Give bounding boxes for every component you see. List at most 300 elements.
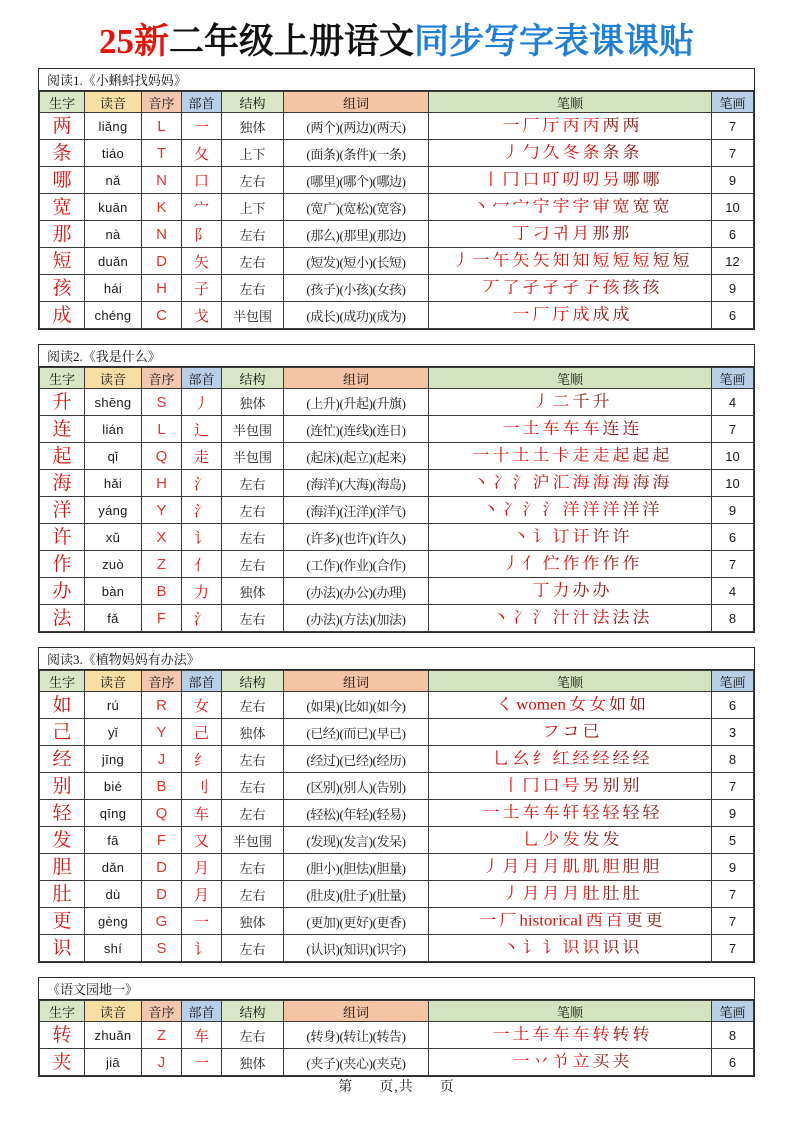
initial-letter-cell: D	[142, 854, 182, 881]
stroke-step: 卡	[552, 446, 570, 465]
stroke-step: 孒	[582, 278, 600, 297]
stroke-step: 轻	[582, 803, 600, 822]
table-header-row	[40, 368, 754, 389]
initial-letter-cell: B	[142, 578, 182, 605]
initial-letter-cell: S	[142, 389, 182, 416]
stroke-step: 发	[602, 830, 620, 849]
stroke-step: 孩	[642, 278, 660, 297]
stroke-step: 了	[502, 278, 520, 297]
stroke-step: 一	[512, 1052, 530, 1071]
column-header-structure: 结构	[222, 671, 284, 692]
stroke-step: 识	[582, 938, 600, 957]
stroke-step: 一	[492, 1025, 510, 1044]
pinyin-cell: fǎ	[85, 605, 142, 632]
stroke-step: 作	[602, 554, 620, 573]
words-cell: (上升)(升起)(升旗)	[284, 389, 429, 416]
stroke-step: 幺	[512, 749, 530, 768]
lesson-section	[38, 344, 755, 633]
character-cell: 识	[40, 935, 85, 962]
stroke-step: 哪	[622, 170, 640, 189]
stroke-step: 口	[542, 776, 560, 795]
stroke-step: 久	[542, 143, 560, 162]
words-cell: (工作)(作业)(合作)	[284, 551, 429, 578]
pinyin-cell: lián	[85, 416, 142, 443]
stroke-step: 丨	[502, 776, 520, 795]
words-cell: (那么)(那里)(那边)	[284, 221, 429, 248]
stroke-step: 月	[522, 857, 540, 876]
stroke-step: 许	[612, 527, 630, 546]
words-cell: (短发)(短小)(长短)	[284, 248, 429, 275]
pinyin-cell: xǔ	[85, 524, 142, 551]
initial-letter-cell: F	[142, 605, 182, 632]
title-part-red: 25新	[98, 22, 169, 61]
stroke-step: 冬	[562, 143, 580, 162]
stroke-step: 肚	[602, 884, 620, 903]
character-table	[39, 91, 754, 329]
initial-letter-cell: Y	[142, 719, 182, 746]
initial-letter-cell: B	[142, 773, 182, 800]
stroke-step: コ	[562, 722, 580, 741]
stroke-count-cell: 7	[712, 140, 754, 167]
character-cell: 哪	[40, 167, 85, 194]
structure-cell: 半包围	[222, 416, 284, 443]
pinyin-cell: kuān	[85, 194, 142, 221]
stroke-step: 连	[622, 419, 640, 438]
structure-cell: 独体	[222, 1049, 284, 1076]
pinyin-cell: bàn	[85, 578, 142, 605]
stroke-step: 丶	[492, 608, 510, 627]
stroke-step: 成	[612, 305, 630, 324]
stroke-step: 轩	[562, 803, 580, 822]
stroke-step: 厅	[542, 116, 560, 135]
stroke-step: 那	[592, 224, 610, 243]
stroke-order-cell	[429, 416, 712, 443]
stroke-order-cell	[429, 497, 712, 524]
character-cell: 那	[40, 221, 85, 248]
stroke-step: 丁	[532, 581, 550, 600]
stroke-step: 经	[572, 749, 590, 768]
column-header-stroke_count: 笔画	[712, 671, 754, 692]
table-row	[40, 800, 754, 827]
table-row	[40, 578, 754, 605]
column-header-pinyin: 读音	[85, 1001, 142, 1022]
stroke-step: 识	[562, 938, 580, 957]
character-cell: 洋	[40, 497, 85, 524]
stroke-step: 女	[569, 695, 587, 714]
stroke-step: 一	[512, 305, 530, 324]
stroke-step: 西	[585, 911, 603, 930]
section-title: 阅读1.《小蝌蚪找妈妈》	[39, 69, 754, 91]
radical-cell: 一	[182, 908, 222, 935]
stroke-step: 肚	[582, 884, 600, 903]
column-header-words: 组词	[284, 671, 429, 692]
words-cell: (成长)(成功)(成为)	[284, 302, 429, 329]
stroke-step: 厂	[522, 116, 540, 135]
stroke-step: 许	[592, 527, 610, 546]
stroke-step: 别	[602, 776, 620, 795]
table-row	[40, 140, 754, 167]
stroke-step: 伫	[542, 554, 560, 573]
stroke-step: 丶	[512, 527, 530, 546]
stroke-step: 丷	[532, 1052, 550, 1071]
stroke-step: 海	[632, 473, 650, 492]
structure-cell: 左右	[222, 1022, 284, 1049]
initial-letter-cell: J	[142, 746, 182, 773]
table-header-row	[40, 671, 754, 692]
stroke-step: 车	[522, 803, 540, 822]
stroke-step: 一	[472, 446, 490, 465]
pinyin-cell: tiáo	[85, 140, 142, 167]
column-header-strokes: 笔顺	[429, 1001, 712, 1022]
stroke-step: 转	[632, 1025, 650, 1044]
stroke-step: 胆	[602, 857, 620, 876]
stroke-order-cell	[429, 221, 712, 248]
radical-cell: 力	[182, 578, 222, 605]
stroke-step: 丁	[512, 224, 530, 243]
stroke-order-cell	[429, 551, 712, 578]
stroke-step: 轻	[622, 803, 640, 822]
stroke-step: 丶	[482, 500, 500, 519]
stroke-step: 叨	[562, 170, 580, 189]
stroke-step: 发	[562, 830, 580, 849]
stroke-step: 丿	[502, 884, 520, 903]
structure-cell: 半包围	[222, 827, 284, 854]
stroke-count-cell: 9	[712, 854, 754, 881]
initial-letter-cell: D	[142, 248, 182, 275]
stroke-count-cell: 7	[712, 416, 754, 443]
stroke-step: 土	[502, 803, 520, 822]
character-cell: 轻	[40, 800, 85, 827]
words-cell: (轻松)(年轻)(轻易)	[284, 800, 429, 827]
structure-cell: 左右	[222, 881, 284, 908]
stroke-step: 讦	[572, 527, 590, 546]
radical-cell: 车	[182, 1022, 222, 1049]
radical-cell: 一	[182, 113, 222, 140]
table-row	[40, 167, 754, 194]
stroke-step: 月	[572, 224, 590, 243]
table-row	[40, 524, 754, 551]
structure-cell: 独体	[222, 719, 284, 746]
structure-cell: 左右	[222, 497, 284, 524]
words-cell: (海洋)(汪洋)(洋气)	[284, 497, 429, 524]
stroke-step: 成	[572, 305, 590, 324]
column-header-words: 组词	[284, 1001, 429, 1022]
structure-cell: 半包围	[222, 302, 284, 329]
stroke-step: 孑	[522, 278, 540, 297]
character-cell: 更	[40, 908, 85, 935]
initial-letter-cell: F	[142, 827, 182, 854]
stroke-step: 如	[609, 695, 627, 714]
column-header-char: 生字	[40, 1001, 85, 1022]
stroke-step: 厂	[499, 911, 517, 930]
table-header-row	[40, 1001, 754, 1022]
words-cell: (办法)(方法)(加法)	[284, 605, 429, 632]
character-cell: 许	[40, 524, 85, 551]
column-header-strokes: 笔顺	[429, 671, 712, 692]
radical-cell: 氵	[182, 470, 222, 497]
stroke-step: 走	[592, 446, 610, 465]
pinyin-cell: bié	[85, 773, 142, 800]
stroke-count-cell: 6	[712, 221, 754, 248]
stroke-step: 车	[532, 1025, 550, 1044]
table-row	[40, 908, 754, 935]
radical-cell: 女	[182, 692, 222, 719]
radical-cell: 一	[182, 1049, 222, 1076]
structure-cell: 左右	[222, 746, 284, 773]
stroke-step: 冫	[512, 608, 530, 627]
stroke-step: 哪	[642, 170, 660, 189]
column-header-initial: 音序	[142, 1001, 182, 1022]
stroke-order-cell	[429, 692, 712, 719]
stroke-step: 一	[479, 911, 497, 930]
radical-cell: 刂	[182, 773, 222, 800]
stroke-step: 两	[602, 116, 620, 135]
footer-suffix: 页	[439, 1080, 455, 1095]
stroke-count-cell: 6	[712, 524, 754, 551]
initial-letter-cell: N	[142, 221, 182, 248]
stroke-order-cell	[429, 194, 712, 221]
radical-cell: 氵	[182, 605, 222, 632]
stroke-count-cell: 7	[712, 113, 754, 140]
stroke-step: 孩	[602, 278, 620, 297]
stroke-step: 车	[542, 419, 560, 438]
radical-cell: 纟	[182, 746, 222, 773]
stroke-order-cell	[429, 524, 712, 551]
stroke-step: 孩	[622, 278, 640, 297]
stroke-step: 海	[572, 473, 590, 492]
stroke-step: 作	[562, 554, 580, 573]
structure-cell: 左右	[222, 551, 284, 578]
stroke-step: 丶	[472, 197, 490, 216]
table-row	[40, 389, 754, 416]
stroke-step: 一	[472, 251, 490, 270]
initial-letter-cell: L	[142, 113, 182, 140]
column-header-structure: 结构	[222, 92, 284, 113]
stroke-step: 氵	[532, 608, 550, 627]
stroke-step: 귀	[552, 224, 570, 243]
radical-cell: 矢	[182, 248, 222, 275]
stroke-count-cell: 7	[712, 908, 754, 935]
structure-cell: 左右	[222, 773, 284, 800]
pinyin-cell: hái	[85, 275, 142, 302]
initial-letter-cell: T	[142, 140, 182, 167]
structure-cell: 左右	[222, 248, 284, 275]
stroke-step: 汁	[572, 608, 590, 627]
column-header-initial: 音序	[142, 671, 182, 692]
table-row	[40, 221, 754, 248]
character-cell: 成	[40, 302, 85, 329]
stroke-step: 办	[592, 581, 610, 600]
stroke-step: 月	[522, 884, 540, 903]
stroke-step: 亻	[522, 554, 540, 573]
stroke-step: 更	[645, 911, 663, 930]
stroke-step: 午	[492, 251, 510, 270]
pinyin-cell: fā	[85, 827, 142, 854]
words-cell: (胆小)(胆怯)(胆量)	[284, 854, 429, 881]
stroke-step: 纟	[532, 749, 550, 768]
pinyin-cell: jīng	[85, 746, 142, 773]
stroke-step: 厅	[552, 305, 570, 324]
stroke-step: 肌	[582, 857, 600, 876]
stroke-count-cell: 6	[712, 302, 754, 329]
stroke-step: 车	[552, 1025, 570, 1044]
stroke-step: 肚	[622, 884, 640, 903]
words-cell: (更加)(更好)(更香)	[284, 908, 429, 935]
footer-prefix: 第	[338, 1080, 354, 1095]
structure-cell: 上下	[222, 194, 284, 221]
character-cell: 升	[40, 389, 85, 416]
radical-cell: 走	[182, 443, 222, 470]
stroke-step: 氵	[512, 473, 530, 492]
stroke-step: 月	[502, 857, 520, 876]
stroke-count-cell: 6	[712, 692, 754, 719]
initial-letter-cell: X	[142, 524, 182, 551]
pinyin-cell: dù	[85, 881, 142, 908]
stroke-step: 转	[612, 1025, 630, 1044]
stroke-step: 短	[652, 251, 670, 270]
stroke-step: く	[495, 695, 513, 714]
stroke-order-cell	[429, 167, 712, 194]
table-row	[40, 773, 754, 800]
column-header-strokes: 笔顺	[429, 368, 712, 389]
stroke-step: 月	[542, 884, 560, 903]
structure-cell: 独体	[222, 389, 284, 416]
sections-container	[0, 68, 793, 1077]
stroke-step: 土	[512, 446, 530, 465]
stroke-step: 车	[542, 803, 560, 822]
character-cell: 转	[40, 1022, 85, 1049]
character-cell: 孩	[40, 275, 85, 302]
character-cell: 别	[40, 773, 85, 800]
stroke-step: 力	[552, 581, 570, 600]
stroke-count-cell: 8	[712, 605, 754, 632]
stroke-step: 买	[592, 1052, 610, 1071]
title-part-black: 二年级上册语文	[168, 22, 414, 61]
words-cell: (办法)(办公)(办理)	[284, 578, 429, 605]
stroke-step: 宇	[552, 197, 570, 216]
stroke-step: 刁	[532, 224, 550, 243]
stroke-count-cell: 8	[712, 1022, 754, 1049]
initial-letter-cell: Z	[142, 1022, 182, 1049]
table-row	[40, 275, 754, 302]
stroke-step: 冂	[522, 776, 540, 795]
stroke-step: 讠	[542, 938, 560, 957]
column-header-initial: 音序	[142, 92, 182, 113]
table-row	[40, 497, 754, 524]
stroke-step: 丙	[562, 116, 580, 135]
column-header-stroke_count: 笔画	[712, 1001, 754, 1022]
stroke-step: 叨	[582, 170, 600, 189]
structure-cell: 左右	[222, 605, 284, 632]
character-cell: 经	[40, 746, 85, 773]
words-cell: (面条)(条件)(一条)	[284, 140, 429, 167]
stroke-step: 洋	[602, 500, 620, 519]
structure-cell: 左右	[222, 935, 284, 962]
pinyin-cell: gèng	[85, 908, 142, 935]
words-cell: (已经)(而已)(早已)	[284, 719, 429, 746]
pinyin-cell: nà	[85, 221, 142, 248]
stroke-step: 办	[572, 581, 590, 600]
initial-letter-cell: Q	[142, 443, 182, 470]
table-row	[40, 248, 754, 275]
stroke-count-cell: 9	[712, 167, 754, 194]
radical-cell: 月	[182, 854, 222, 881]
words-cell: (许多)(也许)(许久)	[284, 524, 429, 551]
character-table	[39, 1000, 754, 1076]
words-cell: (肚皮)(肚子)(肚量)	[284, 881, 429, 908]
stroke-order-cell	[429, 443, 712, 470]
table-row	[40, 416, 754, 443]
words-cell: (孩子)(小孩)(女孩)	[284, 275, 429, 302]
stroke-order-cell	[429, 773, 712, 800]
stroke-order-cell	[429, 1022, 712, 1049]
stroke-count-cell: 3	[712, 719, 754, 746]
pinyin-cell: jiā	[85, 1049, 142, 1076]
radical-cell: 亻	[182, 551, 222, 578]
stroke-step: 作	[582, 554, 600, 573]
stroke-step: 洋	[642, 500, 660, 519]
structure-cell: 左右	[222, 470, 284, 497]
column-header-pinyin: 读音	[85, 92, 142, 113]
stroke-order-cell	[429, 248, 712, 275]
stroke-step: 号	[562, 776, 580, 795]
stroke-step: 氵	[522, 500, 540, 519]
character-cell: 海	[40, 470, 85, 497]
stroke-count-cell: 4	[712, 389, 754, 416]
initial-letter-cell: Z	[142, 551, 182, 578]
stroke-step: 洋	[582, 500, 600, 519]
column-header-radical: 部首	[182, 1001, 222, 1022]
radical-cell: 丿	[182, 389, 222, 416]
stroke-step: 发	[582, 830, 600, 849]
section-title: 阅读2.《我是什么》	[39, 345, 754, 367]
stroke-step: 短	[672, 251, 690, 270]
stroke-step: 一	[502, 116, 520, 135]
stroke-step: 海	[612, 473, 630, 492]
lesson-section	[38, 977, 755, 1077]
lesson-section	[38, 68, 755, 330]
table-row	[40, 692, 754, 719]
stroke-step: 宽	[612, 197, 630, 216]
stroke-order-cell	[429, 470, 712, 497]
stroke-step: 叧	[602, 170, 620, 189]
stroke-order-cell	[429, 800, 712, 827]
stroke-step: 升	[592, 392, 610, 411]
column-header-char: 生字	[40, 368, 85, 389]
table-row	[40, 827, 754, 854]
pinyin-cell: shēng	[85, 389, 142, 416]
stroke-count-cell: 9	[712, 497, 754, 524]
words-cell: (连忙)(连线)(连日)	[284, 416, 429, 443]
character-cell: 作	[40, 551, 85, 578]
structure-cell: 左右	[222, 167, 284, 194]
stroke-step: 丿	[502, 143, 520, 162]
stroke-step: 起	[652, 446, 670, 465]
stroke-step: 矢	[512, 251, 530, 270]
stroke-step: 丿	[482, 857, 500, 876]
table-row	[40, 1049, 754, 1076]
initial-letter-cell: L	[142, 416, 182, 443]
words-cell: (区别)(别人)(告别)	[284, 773, 429, 800]
pinyin-cell: duǎn	[85, 248, 142, 275]
stroke-step: 连	[602, 419, 620, 438]
structure-cell: 左右	[222, 275, 284, 302]
stroke-step: 叮	[542, 170, 560, 189]
column-header-words: 组词	[284, 368, 429, 389]
stroke-order-cell	[429, 140, 712, 167]
stroke-step: 更	[625, 911, 643, 930]
stroke-count-cell: 10	[712, 470, 754, 497]
